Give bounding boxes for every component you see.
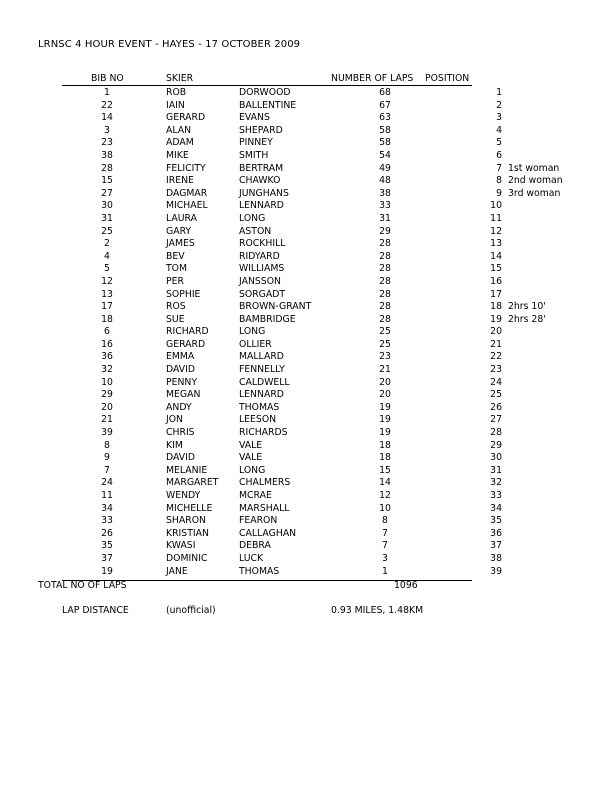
laps-count: 20: [379, 389, 391, 401]
laps-count: 23: [379, 351, 391, 363]
last-name: DEBRA: [239, 540, 271, 552]
last-name: PINNEY: [239, 137, 273, 149]
laps-count: 63: [379, 112, 391, 124]
bib-number: 15: [101, 175, 113, 187]
position: 4: [496, 124, 502, 136]
first-name: DOMINIC: [166, 552, 208, 564]
bib-number: 33: [101, 515, 113, 527]
table-row: [0, 477, 612, 490]
table-row: [0, 490, 612, 503]
first-name: GERARD: [166, 338, 206, 350]
position: 1: [496, 87, 502, 98]
laps-count: 7: [382, 527, 388, 539]
table-row: [0, 440, 612, 453]
laps-count: 10: [379, 502, 391, 514]
first-name: IRENE: [166, 175, 194, 187]
laps-count: 18: [379, 452, 391, 464]
bib-number: 5: [104, 263, 110, 275]
laps-count: 28: [379, 263, 391, 275]
position: 15: [490, 263, 502, 275]
first-name: FELICITY: [166, 162, 206, 174]
first-name: DAVID: [166, 364, 196, 376]
last-name: MARSHALL: [239, 502, 290, 514]
first-name: MEGAN: [166, 389, 201, 401]
table-row: [0, 125, 612, 138]
bib-number: 12: [101, 275, 113, 287]
header-number-of-laps: NUMBER OF LAPS: [331, 73, 414, 84]
position: 34: [490, 502, 502, 514]
bib-number: 3: [104, 124, 110, 136]
first-name: ROB: [166, 87, 187, 98]
table-row: [0, 213, 612, 226]
first-name: KIM: [166, 439, 183, 451]
table-row: [0, 238, 612, 251]
laps-count: 29: [379, 225, 391, 237]
last-name: JUNGHANS: [239, 187, 289, 199]
last-name: JANSSON: [239, 275, 281, 287]
bib-number: 6: [104, 326, 110, 338]
bib-number: 10: [101, 376, 113, 388]
last-name: RICHARDS: [239, 427, 288, 439]
table-row: [0, 503, 612, 516]
laps-count: 33: [379, 200, 391, 212]
note: 2hrs 10': [508, 301, 546, 313]
first-name: MIKE: [166, 149, 189, 161]
table-row: [0, 314, 612, 327]
last-name: LEESON: [239, 414, 277, 426]
position: 14: [490, 250, 502, 262]
position: 6: [496, 149, 502, 161]
bib-number: 31: [101, 212, 113, 224]
laps-count: 28: [379, 275, 391, 287]
bib-number: 16: [101, 338, 113, 350]
position: 17: [490, 288, 502, 300]
table-row: [0, 553, 612, 566]
first-name: MELANIE: [166, 464, 208, 476]
bib-number: 14: [101, 112, 113, 124]
first-name: GARY: [166, 225, 192, 237]
first-name: JAMES: [166, 238, 195, 250]
bib-number: 27: [101, 187, 113, 199]
bib-number: 7: [104, 464, 110, 476]
first-name: PER: [166, 275, 184, 287]
position: 10: [490, 200, 502, 212]
position: 36: [490, 527, 502, 539]
position: 13: [490, 238, 502, 250]
first-name: SHARON: [166, 515, 206, 527]
bib-number: 39: [101, 427, 113, 439]
laps-count: 14: [379, 477, 391, 489]
laps-count: 21: [379, 364, 391, 376]
bib-number: 32: [101, 364, 113, 376]
position: 30: [490, 452, 502, 464]
last-name: DORWOOD: [239, 87, 291, 98]
note: 1st woman: [508, 162, 560, 174]
first-name: GERARD: [166, 112, 206, 124]
position: 20: [490, 326, 502, 338]
position: 19: [490, 313, 502, 325]
last-name: RIDYARD: [239, 250, 280, 262]
position: 25: [490, 389, 502, 401]
first-name: CHRIS: [166, 427, 195, 439]
results-table: [0, 87, 612, 578]
first-name: LAURA: [166, 212, 198, 224]
laps-count: 8: [382, 515, 388, 527]
table-row: [0, 452, 612, 465]
laps-count: 7: [382, 540, 388, 552]
table-row: [0, 150, 612, 163]
bib-number: 13: [101, 288, 113, 300]
position: 2: [496, 99, 502, 111]
laps-count: 25: [379, 326, 391, 338]
first-name: EMMA: [166, 351, 195, 363]
table-row: [0, 175, 612, 188]
position: 18: [490, 301, 502, 313]
last-name: SMITH: [239, 149, 269, 161]
total-laps-value: 1096: [394, 580, 418, 591]
table-row: [0, 351, 612, 364]
table-row: [0, 301, 612, 314]
bib-number: 35: [101, 540, 113, 552]
first-name: JON: [166, 414, 184, 426]
position: 3: [496, 112, 502, 124]
table-row: [0, 414, 612, 427]
last-name: OLLIER: [239, 338, 272, 350]
table-row: [0, 540, 612, 553]
table-row: [0, 389, 612, 402]
bib-number: 18: [101, 313, 113, 325]
bib-number: 17: [101, 301, 113, 313]
bib-number: 4: [104, 250, 110, 262]
lap-distance-qualifier: (unofficial): [166, 605, 216, 616]
position: 35: [490, 515, 502, 527]
position: 24: [490, 376, 502, 388]
first-name: DAGMAR: [166, 187, 208, 199]
bib-number: 38: [101, 149, 113, 161]
last-name: BALLENTINE: [239, 99, 297, 111]
last-name: CALLAGHAN: [239, 527, 297, 539]
laps-count: 28: [379, 301, 391, 313]
header-rule: [62, 85, 472, 86]
table-row: [0, 112, 612, 125]
position: 26: [490, 401, 502, 413]
table-row: [0, 163, 612, 176]
position: 37: [490, 540, 502, 552]
last-name: LONG: [239, 464, 266, 476]
first-name: KWASI: [166, 540, 196, 552]
last-name: CHALMERS: [239, 477, 291, 489]
first-name: ALAN: [166, 124, 192, 136]
table-row: [0, 326, 612, 339]
first-name: ROS: [166, 301, 186, 313]
last-name: CALDWELL: [239, 376, 290, 388]
first-name: TOM: [166, 263, 188, 275]
laps-count: 58: [379, 124, 391, 136]
table-row: [0, 100, 612, 113]
position: 28: [490, 427, 502, 439]
last-name: BROWN-GRANT: [239, 301, 312, 313]
table-row: [0, 528, 612, 541]
first-name: JANE: [166, 565, 188, 577]
first-name: KRISTIAN: [166, 527, 209, 539]
bib-number: 25: [101, 225, 113, 237]
bib-number: 28: [101, 162, 113, 174]
table-row: [0, 137, 612, 150]
laps-count: 48: [379, 175, 391, 187]
header-position: POSITION: [425, 73, 470, 84]
position: 39: [490, 565, 502, 577]
bib-number: 26: [101, 527, 113, 539]
table-row: [0, 188, 612, 201]
table-row: [0, 427, 612, 440]
laps-count: 38: [379, 187, 391, 199]
position: 5: [496, 137, 502, 149]
last-name: FENNELLY: [239, 364, 285, 376]
laps-count: 18: [379, 439, 391, 451]
last-name: THOMAS: [239, 565, 280, 577]
first-name: PENNY: [166, 376, 198, 388]
laps-count: 31: [379, 212, 391, 224]
table-row: [0, 276, 612, 289]
table-row: [0, 263, 612, 276]
document-title: LRNSC 4 HOUR EVENT - HAYES - 17 OCTOBER 2009: [38, 39, 301, 50]
last-name: LONG: [239, 326, 266, 338]
table-row: [0, 200, 612, 213]
bib-number: 19: [101, 565, 113, 577]
laps-count: 28: [379, 238, 391, 250]
note: 2hrs 28': [508, 313, 546, 325]
position: 21: [490, 338, 502, 350]
laps-count: 67: [379, 99, 391, 111]
first-name: BEV: [166, 250, 185, 262]
table-row: [0, 364, 612, 377]
note: 3rd woman: [508, 187, 561, 199]
table-row: [0, 566, 612, 579]
bib-number: 1: [104, 87, 110, 98]
last-name: LENNARD: [239, 389, 284, 401]
bib-number: 20: [101, 401, 113, 413]
lap-distance-label: LAP DISTANCE: [62, 605, 129, 616]
position: 33: [490, 490, 502, 501]
first-name: DAVID: [166, 452, 196, 464]
bib-number: 9: [104, 452, 110, 464]
total-laps-label: TOTAL NO OF LAPS: [38, 580, 127, 591]
first-name: ANDY: [166, 401, 192, 413]
laps-count: 15: [379, 464, 391, 476]
laps-count: 54: [379, 149, 391, 161]
first-name: MICHAEL: [166, 200, 208, 212]
bib-number: 23: [101, 137, 113, 149]
laps-count: 28: [379, 313, 391, 325]
last-name: VALE: [239, 439, 263, 451]
first-name: ADAM: [166, 137, 194, 149]
first-name: MICHELLE: [166, 502, 213, 514]
last-name: THOMAS: [239, 401, 280, 413]
laps-count: 28: [379, 250, 391, 262]
position: 23: [490, 364, 502, 376]
position: 11: [490, 212, 502, 224]
last-name: BAMBRIDGE: [239, 313, 296, 325]
last-name: VALE: [239, 452, 263, 464]
table-row: [0, 515, 612, 528]
laps-count: 20: [379, 376, 391, 388]
laps-count: 58: [379, 137, 391, 149]
table-row: [0, 377, 612, 390]
bib-number: 2: [104, 238, 110, 250]
laps-count: 28: [379, 288, 391, 300]
bib-number: 11: [101, 490, 113, 501]
laps-count: 12: [379, 490, 391, 501]
laps-count: 19: [379, 414, 391, 426]
position: 9: [496, 187, 502, 199]
table-row: [0, 87, 612, 100]
last-name: LUCK: [239, 552, 264, 564]
last-name: SORGADT: [239, 288, 286, 300]
position: 31: [490, 464, 502, 476]
table-row: [0, 226, 612, 239]
first-name: SOPHIE: [166, 288, 201, 300]
bib-number: 37: [101, 552, 113, 564]
last-name: MALLARD: [239, 351, 284, 363]
table-row: [0, 251, 612, 264]
last-name: ROCKHILL: [239, 238, 286, 250]
bib-number: 29: [101, 389, 113, 401]
last-name: WILLIAMS: [239, 263, 285, 275]
last-name: EVANS: [239, 112, 270, 124]
header-skier: SKIER: [166, 73, 194, 84]
last-name: SHEPARD: [239, 124, 283, 136]
laps-count: 19: [379, 401, 391, 413]
table-row: [0, 289, 612, 302]
first-name: MARGARET: [166, 477, 219, 489]
bib-number: 36: [101, 351, 113, 363]
last-name: LENNARD: [239, 200, 284, 212]
table-row: [0, 402, 612, 415]
position: 38: [490, 552, 502, 564]
laps-count: 1: [382, 565, 388, 577]
header-bib-no: BIB NO: [91, 73, 124, 84]
position: 12: [490, 225, 502, 237]
laps-count: 19: [379, 427, 391, 439]
bib-number: 30: [101, 200, 113, 212]
note: 2nd woman: [508, 175, 563, 187]
last-name: BERTRAM: [239, 162, 284, 174]
lap-distance-value: 0.93 MILES, 1.48KM: [331, 605, 424, 616]
last-name: LONG: [239, 212, 266, 224]
bib-number: 34: [101, 502, 113, 514]
last-name: MCRAE: [239, 490, 272, 501]
laps-count: 68: [379, 87, 391, 98]
position: 16: [490, 275, 502, 287]
position: 29: [490, 439, 502, 451]
first-name: SUE: [166, 313, 185, 325]
position: 8: [496, 175, 502, 187]
last-name: FEARON: [239, 515, 278, 527]
table-row: [0, 339, 612, 352]
laps-count: 25: [379, 338, 391, 350]
laps-count: 49: [379, 162, 391, 174]
first-name: IAIN: [166, 99, 185, 111]
last-name: CHAWKO: [239, 175, 281, 187]
first-name: WENDY: [166, 490, 201, 501]
position: 32: [490, 477, 502, 489]
position: 27: [490, 414, 502, 426]
bib-number: 22: [101, 99, 113, 111]
position: 7: [496, 162, 502, 174]
bib-number: 21: [101, 414, 113, 426]
bib-number: 24: [101, 477, 113, 489]
last-name: ASTON: [239, 225, 272, 237]
table-row: [0, 465, 612, 478]
laps-count: 3: [382, 552, 388, 564]
bib-number: 8: [104, 439, 110, 451]
first-name: RICHARD: [166, 326, 209, 338]
position: 22: [490, 351, 502, 363]
